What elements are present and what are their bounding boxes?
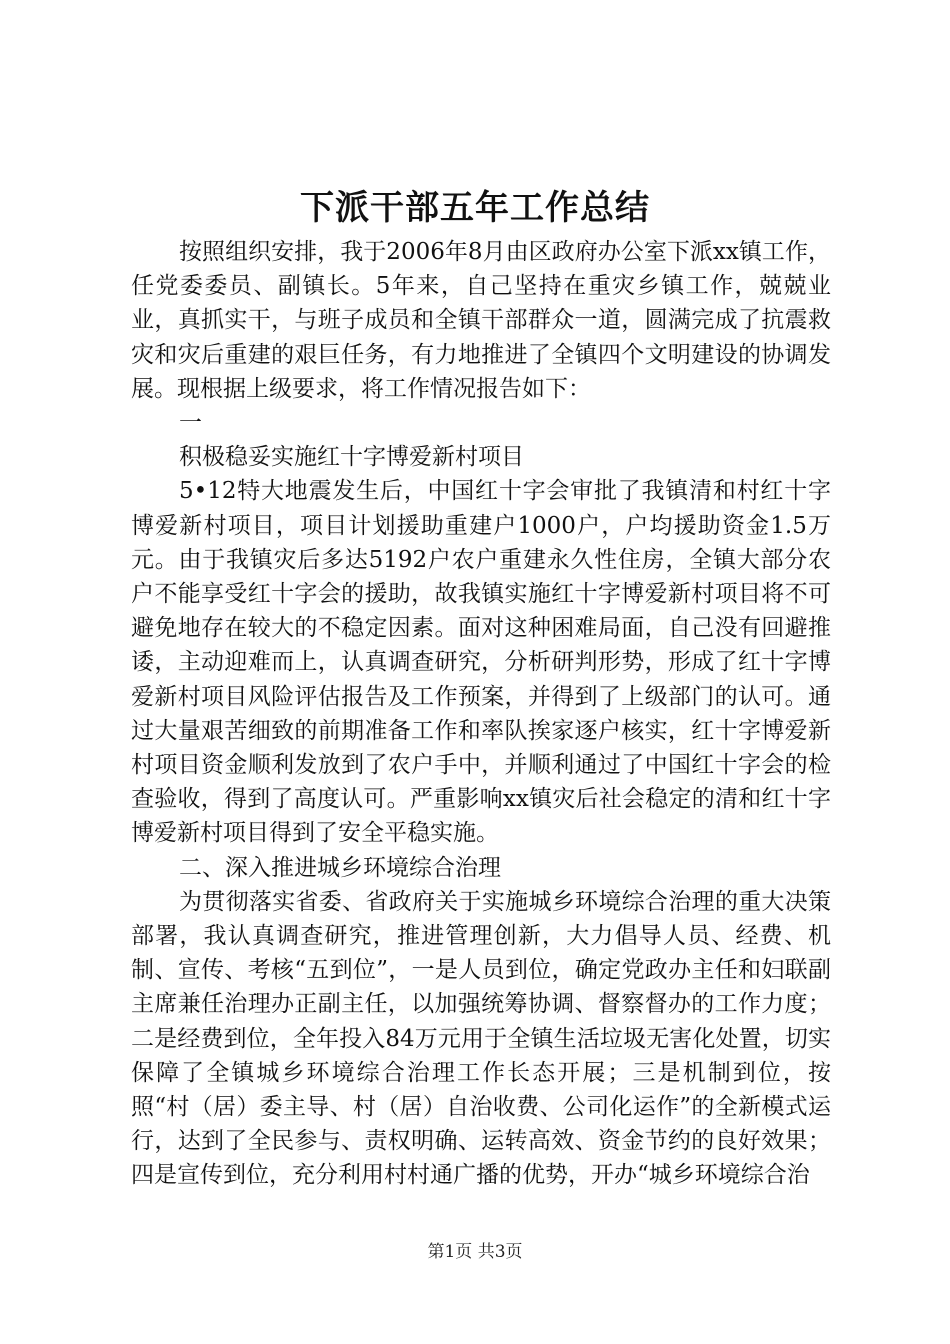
- document-body: [131, 235, 831, 1193]
- section-one-heading: 积极稳妥实施红十字博爱新村项目: [179, 444, 524, 471]
- paragraph-red-cross-project: 5•12特大地震发生后，中国红十字会审批了我镇清和村红十字博爱新村项目，项目计划援助重建户1000户，户均援助资金1.5万元。由于我镇灾后多达5192户农户重建永久性住房，全镇大部分农户不能享受红十字会的援助，故我镇实施红十字博爱新村项目将不可避免地存在较大的不稳定因素。面对这种困难局面，自己没有回避推诿，主动迎难而上，认真调查研究，分析研判形势，形成了红十字博爱新村项目风险评估报告及工作预案，并得到了上级部门的认可。通过大量艰苦细致的前期准备工作和率队挨家逐户核实，红十字博爱新村项目资金顺利发放到了农户手中，并顺利通过了中国红十字会的检查验收，得到了高度认可。严重影响xx镇灾后社会稳定的清和红十字博爱新村项目得到了安全平稳实施。: [131, 478, 831, 847]
- paragraph-intro: 按照组织安排，我于2006年8月由区政府办公室下派xx镇工作，任党委委员、副镇长。5年来，自己坚持在重灾乡镇工作，兢兢业业，真抓实干，与班子成员和全镇干部群众一道，圆满完成了抗震救灾和灾后重建的艰巨任务，有力地推进了全镇四个文明建设的协调发展。现根据上级要求，将工作情况报告如下：: [131, 239, 831, 402]
- section-two-heading: 二、深入推进城乡环境综合治理: [179, 854, 501, 881]
- paragraph-environment-governance: 为贯彻落实省委、省政府关于实施城乡环境综合治理的重大决策部署，我认真调查研究，推进管理创新，大力倡导人员、经费、机制、宣传、考核“五到位”，一是人员到位，确定党政办主任和妇联副主席兼任治理办正副主任，以加强统筹协调、督察督办的工作力度；二是经费到位，全年投入84万元用于全镇生活垃圾无害化处置，切实保障了全镇城乡环境综合治理工作长态开展；三是机制到位，按照“村（居）委主导、村（居）自治收费、公司化运作”的全新模式运行，达到了全民参与、责权明确、运转高效、资金节约的良好效果；四是宣传到位，充分利用村村通广播的优势，开办“城乡环境综合治: [131, 888, 831, 1189]
- section-one-number: 一: [179, 410, 202, 437]
- page-footer: 第1页 共3页: [427, 1242, 523, 1262]
- document-title: 下派干部五年工作总结: [300, 188, 650, 228]
